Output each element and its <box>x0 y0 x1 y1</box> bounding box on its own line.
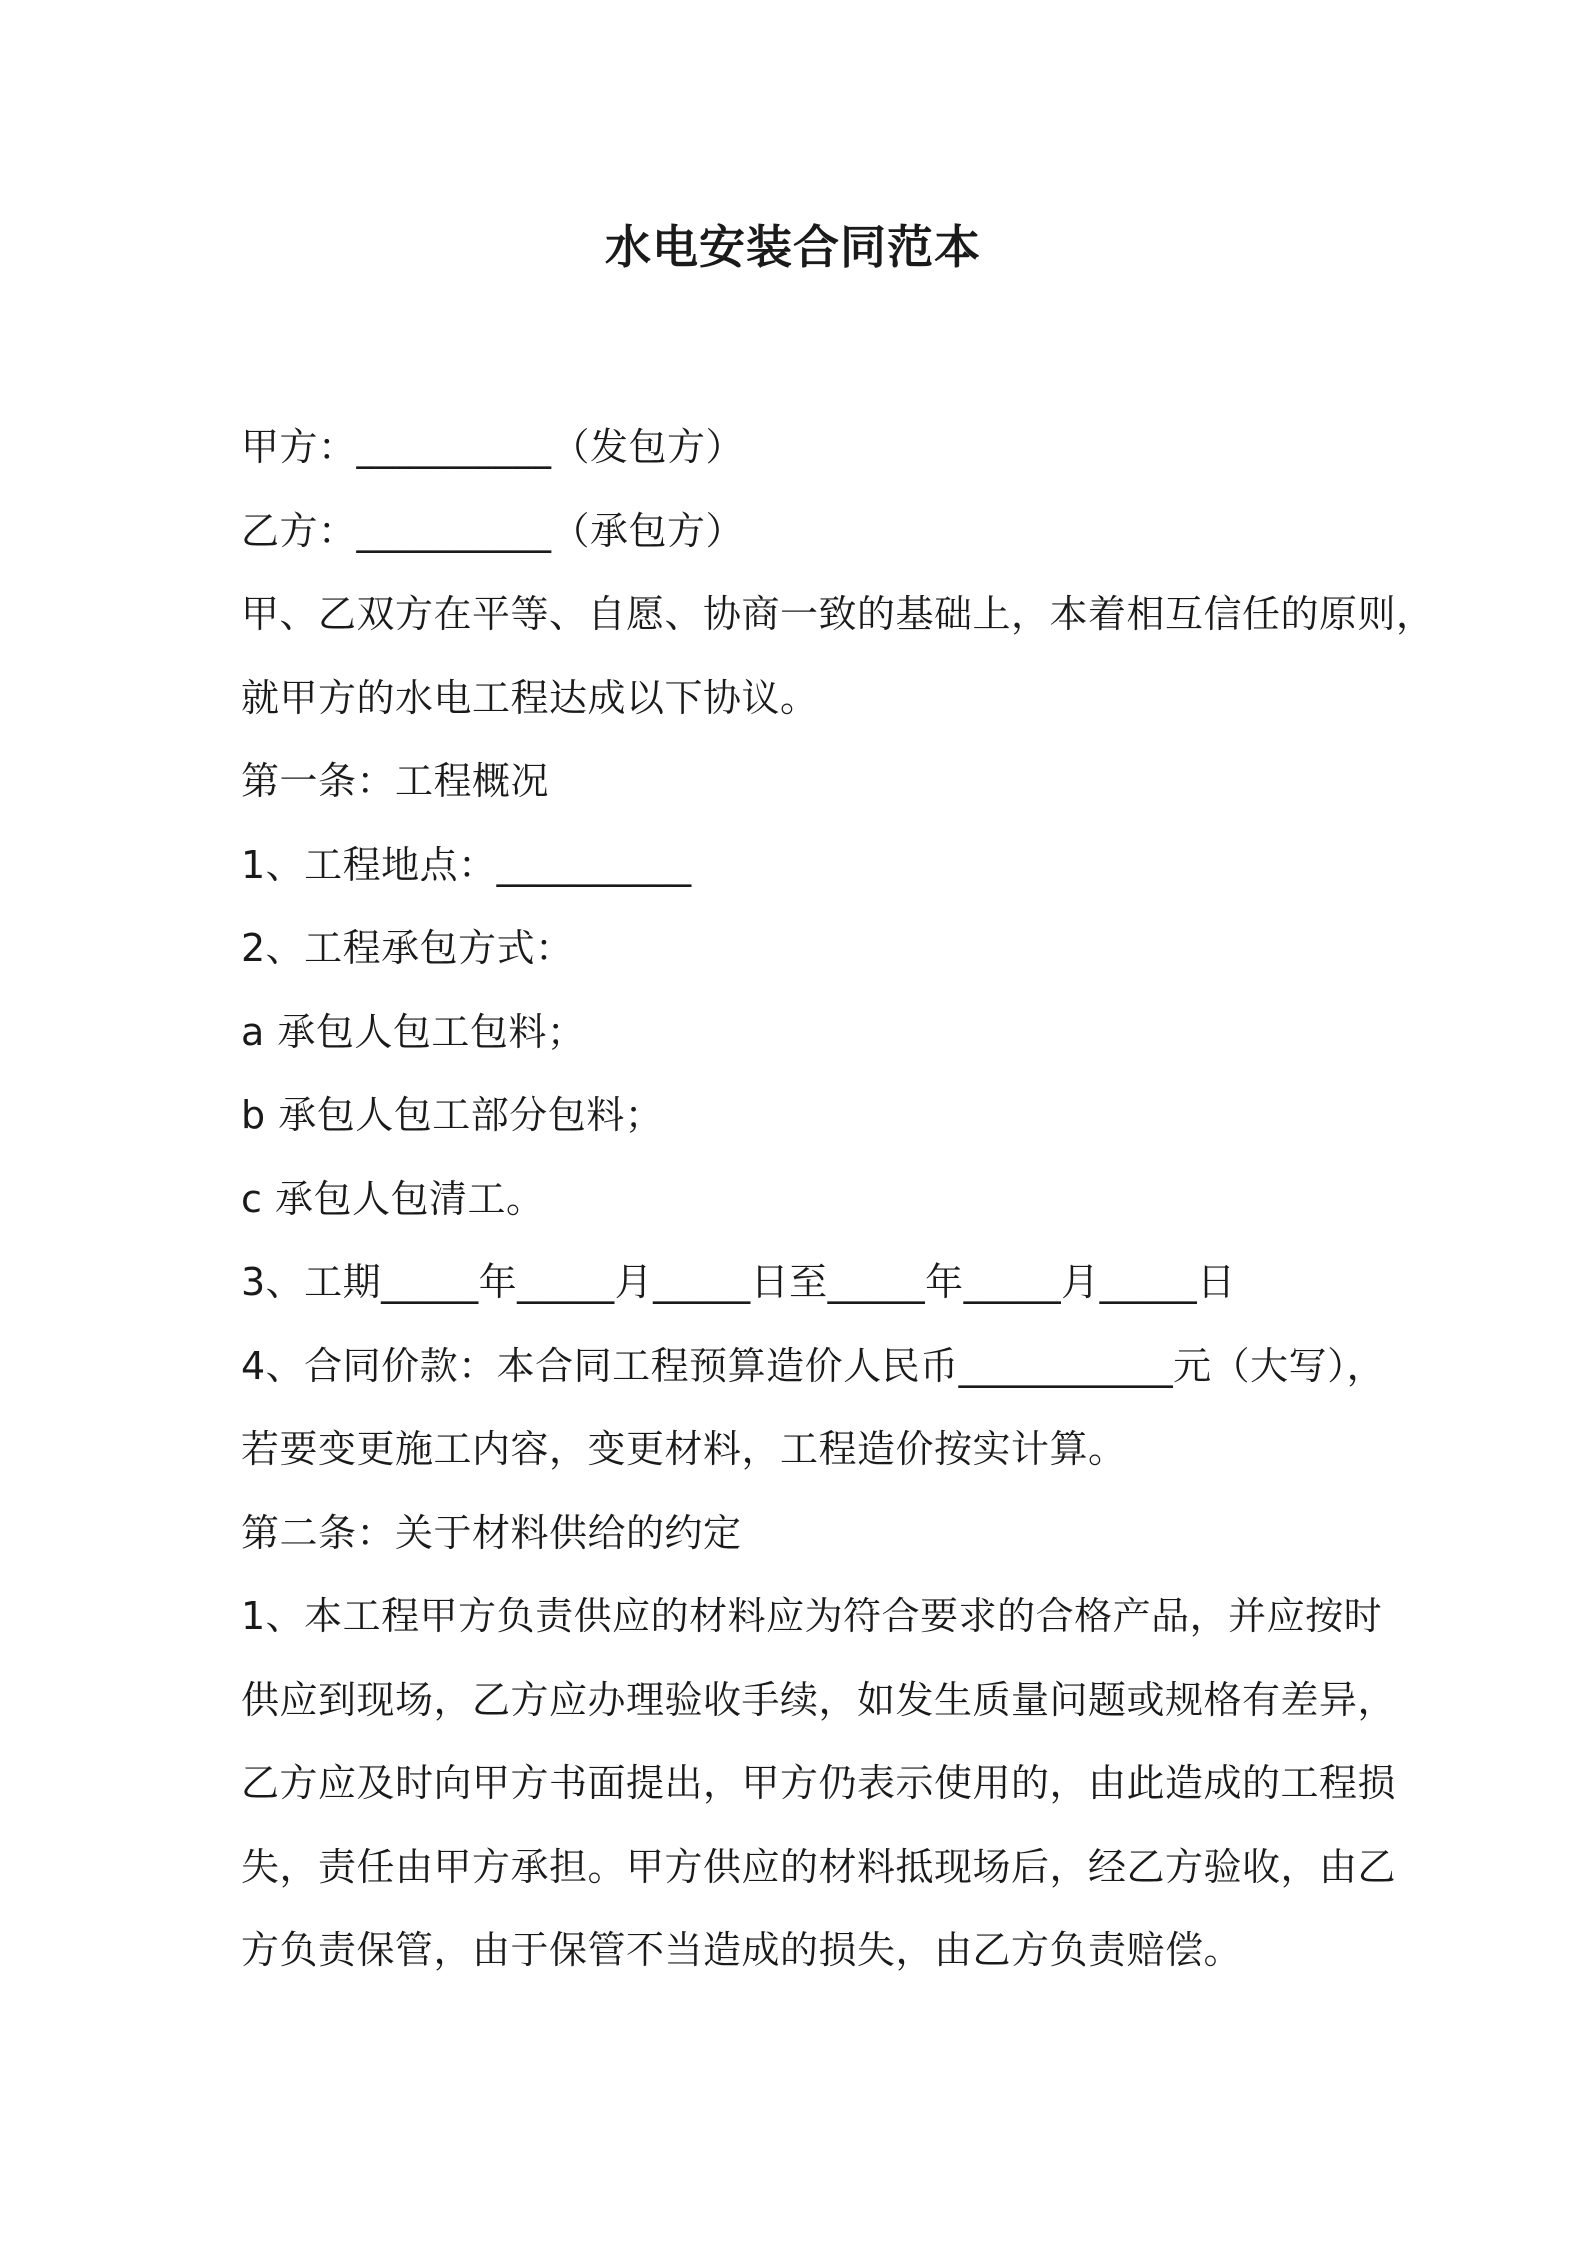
article-2-heading: 第二条：关于材料供给的约定 <box>241 1510 742 1555</box>
contract-price-line: 4、合同价款：本合同工程预算造价人民币___________元（大写）， <box>241 1343 1386 1388</box>
intro-paragraph-line: 就甲方的水电工程达成以下协议。 <box>241 675 819 720</box>
intro-paragraph-line: 甲、乙双方在平等、自愿、协商一致的基础上，本着相互信任的原则， <box>241 592 1435 636</box>
option-c-line: c 承包人包清工。 <box>241 1176 545 1221</box>
materials-paragraph-line: 供应到现场，乙方应办理验收手续，如发生质量问题或规格有差异， <box>241 1677 1397 1722</box>
party-b-line: 乙方：__________（承包方） <box>241 508 745 553</box>
document-title: 水电安装合同范本 <box>605 220 981 274</box>
materials-paragraph-line: 方负责保管，由于保管不当造成的损失，由乙方负责赔偿。 <box>241 1928 1243 1972</box>
materials-paragraph-line: 1、本工程甲方负责供应的材料应为符合要求的合格产品，并应按时 <box>241 1594 1383 1638</box>
contract-price-line: 若要变更施工内容，变更材料，工程造价按实计算。 <box>241 1427 1127 1471</box>
contract-method-line: 2、工程承包方式： <box>241 926 574 970</box>
document-body <box>241 406 1435 1993</box>
materials-paragraph-line: 失，责任由甲方承担。甲方供应的材料抵现场后，经乙方验收，由乙 <box>241 1844 1397 1889</box>
schedule-line: 3、工期_____年_____月_____日至_____年_____月_____日 <box>241 1260 1236 1304</box>
project-location-line: 1、工程地点：__________ <box>241 842 692 887</box>
materials-paragraph-line: 乙方应及时向甲方书面提出，甲方仍表示使用的，由此造成的工程损 <box>241 1761 1397 1805</box>
article-1-heading: 第一条：工程概况 <box>241 759 550 803</box>
option-b-line: b 承包人包工部分包料； <box>241 1093 664 1137</box>
option-a-line: a 承包人包工包料； <box>241 1009 586 1054</box>
party-a-line: 甲方：__________（发包方） <box>241 425 745 469</box>
